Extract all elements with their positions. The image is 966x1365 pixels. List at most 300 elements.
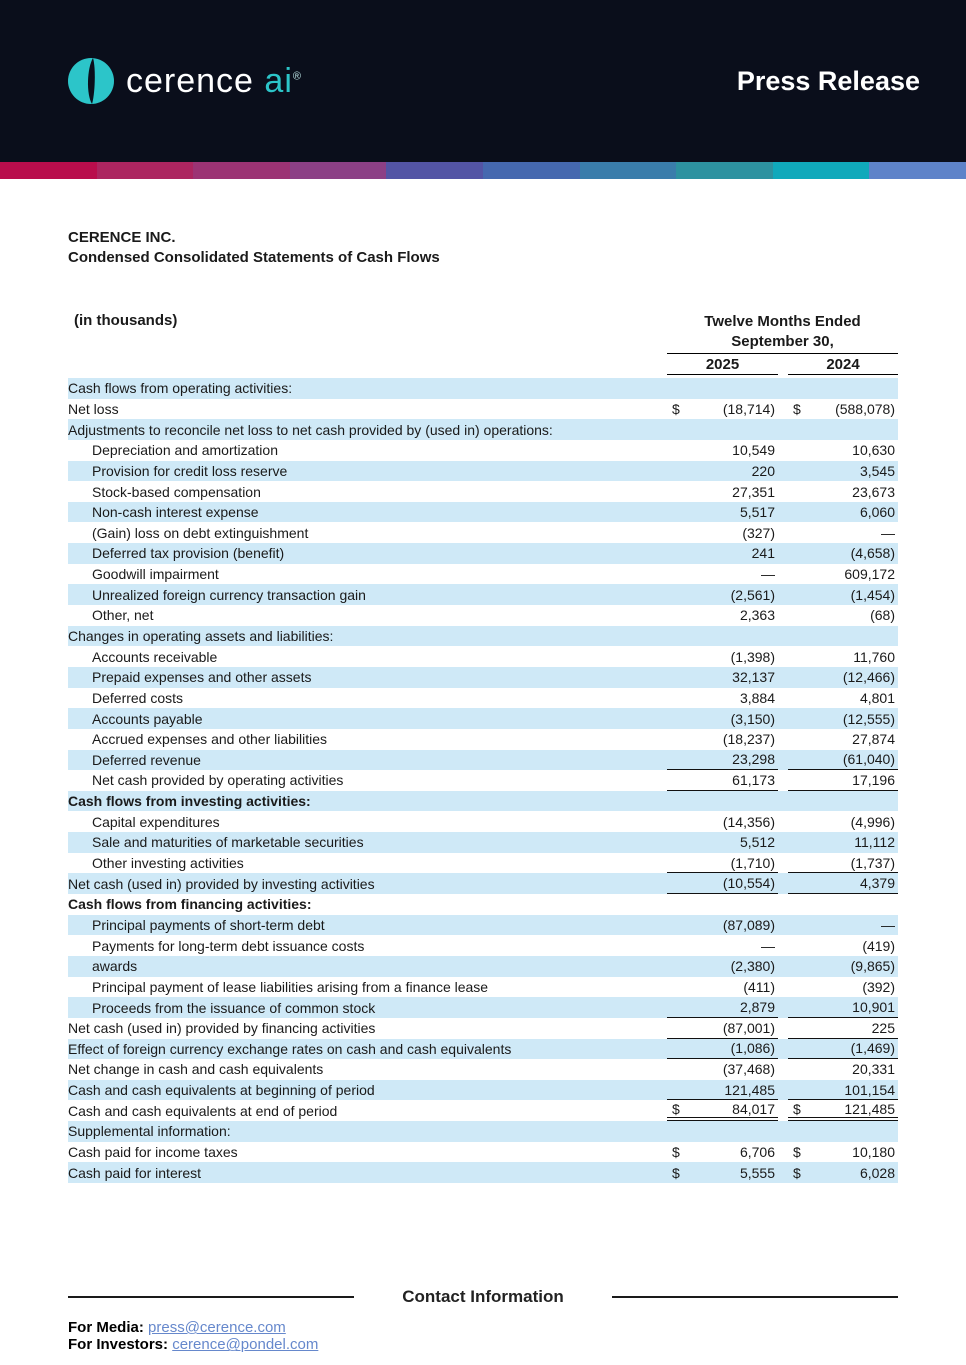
year-2025-header: 2025 [667,355,778,375]
cerence-logo-icon [68,58,114,104]
row-label: Net change in cash and cash equivalents [68,1061,324,1078]
row-label: Cash and cash equivalents at beginning of period [68,1082,375,1099]
currency-symbol: $ [672,1100,680,1117]
value-2025-cell [667,915,778,936]
column-gap [778,502,788,523]
value-2024: 20,331 [852,1061,895,1078]
value-2024-cell [788,832,898,853]
contact-divider [68,1287,898,1307]
value-2025-cell [667,1018,778,1039]
value-2025-cell [667,522,778,543]
column-gap [778,997,788,1018]
row-label: Payments for long-term debt issuance costs [92,937,365,954]
value-2024: (4,658) [850,545,895,562]
row-label: Supplemental information: [68,1123,231,1140]
table-row [68,502,898,523]
logo-ai: ai [264,61,293,100]
currency-symbol: $ [793,1144,801,1161]
row-label: Goodwill impairment [92,566,219,583]
column-gap [778,811,788,832]
column-gap [778,667,788,688]
currency-symbol: $ [793,1100,801,1117]
value-2024-cell [788,853,898,874]
value-2024: 10,901 [852,999,895,1016]
value-2025: — [761,566,775,583]
value-2025-cell [667,873,778,894]
value-2025: 241 [751,545,775,562]
value-2024: 11,760 [853,648,895,665]
value-2025: (14,356) [722,813,775,830]
column-gap [778,584,788,605]
value-2024-cell [788,791,898,812]
value-2024-cell [788,481,898,502]
value-2025: (37,468) [722,1061,775,1078]
value-2025-cell [667,440,778,461]
value-2025: (18,237) [722,731,775,748]
value-2025: 27,351 [732,483,775,500]
table-row [68,564,898,585]
row-label: Net cash (used in) provided by investing activities [68,875,375,892]
value-2024-cell [788,956,898,977]
column-gap [778,543,788,564]
value-2025-cell [667,481,778,502]
value-2024-cell [788,1059,898,1080]
value-2025: 84,017 [732,1100,775,1117]
row-label: Adjustments to reconcile net loss to net cash provided by (used in) operations: [68,421,553,438]
table-header [68,312,898,375]
value-2024: (1,454) [850,586,895,603]
value-2024-cell [788,667,898,688]
table-row [68,419,898,440]
value-2025: 220 [751,462,775,479]
value-2024-cell [788,894,898,915]
value-2024: (61,040) [842,751,895,768]
row-label: (Gain) loss on debt extinguishment [92,524,309,541]
column-gap [778,1080,788,1101]
value-2024: 101,154 [844,1081,895,1098]
value-2025: 5,555 [739,1164,775,1181]
row-label: Stock-based compensation [92,483,261,500]
column-gap [778,688,788,709]
value-2024: — [881,524,895,541]
table-row [68,461,898,482]
column-gap [778,770,788,791]
value-2024: 225 [871,1019,895,1036]
table-row [68,626,898,647]
table-row [68,605,898,626]
year-2024-header: 2024 [788,355,898,375]
table-row [68,1162,898,1183]
row-label: Cash and cash equivalents at end of period [68,1102,338,1119]
column-gap [778,646,788,667]
value-2024: 4,801 [859,689,895,706]
column-gap [778,1142,788,1163]
row-label: Deferred tax provision (benefit) [92,545,285,562]
value-2024: 23,673 [852,483,895,500]
value-2024: (419) [862,937,895,954]
column-gap [778,440,788,461]
value-2024: 11,112 [854,834,895,851]
table-row [68,1142,898,1163]
value-2025-cell [667,626,778,647]
stripe-segment [773,162,870,179]
row-label: Accrued expenses and other liabilities [92,731,328,748]
table-row [68,729,898,750]
table-row [68,1121,898,1142]
row-label: Deferred revenue [92,751,201,768]
value-2025-cell [667,977,778,998]
table-row [68,440,898,461]
column-gap [778,564,788,585]
value-2025: (87,001) [722,1019,775,1036]
row-label: Cash paid for income taxes [68,1144,238,1161]
table-row [68,543,898,564]
value-2025: 2,363 [739,607,775,624]
table-row [68,584,898,605]
table-row [68,956,898,977]
value-2024: 609,172 [844,566,895,583]
row-label: Deferred costs [92,689,184,706]
table-row [68,399,898,420]
value-2025-cell [667,584,778,605]
value-2025: (18,714) [722,400,775,417]
stripe-segment [869,162,966,179]
currency-symbol: $ [672,400,680,417]
value-2024-cell [788,1162,898,1183]
value-2024: 6,028 [859,1164,895,1181]
value-2025: (1,710) [730,854,775,871]
value-2024-cell [788,1142,898,1163]
value-2025: (87,089) [722,916,775,933]
divider-line-right [612,1296,898,1298]
table-row [68,915,898,936]
row-label: Principal payment of lease liabilities arising from a finance lease [92,978,489,995]
value-2025-cell [667,708,778,729]
value-2025-cell [667,1162,778,1183]
stripe-segment [676,162,773,179]
value-2025-cell [667,502,778,523]
year-columns [667,355,898,375]
value-2024-cell [788,873,898,894]
value-2024: 121,485 [844,1100,895,1117]
value-2024: (4,996) [850,813,895,830]
column-gap [778,894,788,915]
media-label: For Media: [68,1318,144,1336]
table-row [68,935,898,956]
value-2025: 121,485 [724,1081,775,1098]
column-gap [778,729,788,750]
value-2024-cell [788,708,898,729]
value-2025-cell [667,1121,778,1142]
column-gap [778,605,788,626]
row-label: Cash paid for interest [68,1164,202,1181]
table-row [68,832,898,853]
value-2025-cell [667,1080,778,1101]
value-2025: 23,298 [732,751,775,768]
table-row [68,1059,898,1080]
table-row [68,481,898,502]
value-2024-cell [788,378,898,399]
value-2025-cell [667,399,778,420]
value-2025-cell [667,543,778,564]
value-2024-cell [788,935,898,956]
column-gap [778,791,788,812]
value-2025-cell [667,853,778,874]
value-2024-cell [788,997,898,1018]
row-label: Cash flows from operating activities: [68,380,293,397]
value-2025: (2,561) [730,586,775,603]
value-2024: 17,196 [852,771,895,788]
period-line1: Twelve Months Ended [704,313,861,330]
value-2024-cell [788,770,898,791]
table-row [68,997,898,1018]
row-label: Changes in operating assets and liabilities: [68,628,334,644]
column-gap [778,419,788,440]
column-gap [778,708,788,729]
registered-mark: ® [292,70,302,83]
value-2025: (2,380) [730,958,775,975]
value-2024-cell [788,688,898,709]
value-2025-cell [667,1142,778,1163]
value-2025: 5,512 [739,834,775,851]
value-2024: 4,379 [859,875,895,892]
row-label: Capital expenditures [92,813,220,830]
column-gap [778,378,788,399]
value-2025-cell [667,832,778,853]
column-gap [778,461,788,482]
period-header [667,312,898,375]
value-2025-cell [667,956,778,977]
table-row [68,770,898,791]
value-2024: (12,555) [842,710,895,727]
column-gap [778,915,788,936]
media-email-link[interactable]: press@cerence.com [148,1318,286,1336]
column-gap [778,1018,788,1039]
value-2024: (1,469) [850,1040,895,1057]
units-label: (in thousands) [74,312,178,329]
table-row [68,894,898,915]
document-body [0,179,966,1354]
contact-details [68,1319,898,1354]
value-2025: 5,517 [739,504,775,521]
value-2025-cell [667,688,778,709]
row-label: Other, net [92,607,154,624]
value-2024-cell [788,543,898,564]
value-2025: 32,137 [732,669,775,686]
currency-symbol: $ [672,1144,680,1161]
value-2025-cell [667,461,778,482]
table-row [68,1080,898,1101]
column-gap [778,1121,788,1142]
table-row [68,873,898,894]
company-name: CERENCE INC. [68,229,176,246]
value-2024: 10,180 [852,1144,895,1161]
row-label: Principal payments of short-term debt [92,916,325,933]
banner-title: Press Release [736,65,920,96]
stripe-segment [193,162,290,179]
column-gap [778,853,788,874]
currency-symbol: $ [793,400,801,417]
table-row [68,522,898,543]
value-2024-cell [788,440,898,461]
column-gap [778,1039,788,1060]
table-row [68,853,898,874]
value-2024: (12,466) [842,669,895,686]
column-gap [778,935,788,956]
statement-title: Condensed Consolidated Statements of Cash Flows [68,249,440,266]
table-row [68,791,898,812]
value-2024-cell [788,626,898,647]
value-2025: (1,398) [730,648,775,665]
value-2025: (327) [742,524,775,541]
currency-symbol: $ [793,1164,801,1181]
table-row [68,1039,898,1060]
value-2025-cell [667,564,778,585]
value-2024: (392) [862,978,895,995]
value-2024-cell [788,522,898,543]
value-2024-cell [788,977,898,998]
value-2024-cell [788,419,898,440]
value-2024-cell [788,564,898,585]
currency-symbol: $ [672,1164,680,1181]
value-2024-cell [788,646,898,667]
row-label: Prepaid expenses and other assets [92,669,312,686]
value-2024-cell [788,1100,898,1121]
column-gap [778,873,788,894]
row-label: Accounts payable [92,710,203,727]
column-gap [778,481,788,502]
value-2024: (9,865) [850,958,895,975]
value-2025-cell [667,378,778,399]
row-label: Accounts receivable [92,648,218,665]
investors-contact-row [68,1336,898,1354]
value-2025-cell [667,770,778,791]
value-2025-cell [667,419,778,440]
logo-wordmark [126,62,302,101]
stripe-segment [97,162,194,179]
column-gap [778,1100,788,1121]
value-2024-cell [788,750,898,771]
table-row [68,1018,898,1039]
row-label: Net cash provided by operating activities [92,772,344,789]
stripe-segment [580,162,677,179]
column-gap [778,1059,788,1080]
column-gap [778,977,788,998]
row-label: Depreciation and amortization [92,442,278,459]
row-label: Other investing activities [92,855,244,872]
table-row [68,977,898,998]
value-2025: 6,706 [739,1144,775,1161]
row-label: Cash flows from financing activities: [68,896,312,913]
gradient-stripe [0,162,966,179]
table-row [68,688,898,709]
value-2024: — [881,916,895,933]
row-label: Cash flows from investing activities: [68,793,311,810]
table-row [68,708,898,729]
row-label: Effect of foreign currency exchange rates on cash and cash equivalents [68,1040,512,1057]
value-2025: 10,549 [732,442,775,459]
table-row [68,750,898,771]
column-gap [778,399,788,420]
value-2024: 6,060 [859,504,895,521]
row-label: Net loss [68,400,119,417]
value-2024-cell [788,1018,898,1039]
value-2024-cell [788,1121,898,1142]
value-2025-cell [667,729,778,750]
value-2025-cell [667,894,778,915]
value-2025-cell [667,811,778,832]
value-2024-cell [788,502,898,523]
column-gap [778,750,788,771]
contact-title: Contact Information [402,1286,564,1306]
stripe-segment [386,162,483,179]
table-row [68,811,898,832]
row-label: Proceeds from the issuance of common stock [92,999,376,1016]
stripe-segment [483,162,580,179]
value-2024-cell [788,915,898,936]
table-row [68,646,898,667]
value-2024-cell [788,811,898,832]
column-gap [778,832,788,853]
value-2024-cell [788,729,898,750]
value-2025-cell [667,1100,778,1121]
value-2024-cell [788,1080,898,1101]
value-2025: 61,173 [732,771,775,788]
logo-brand: cerence [126,61,254,100]
value-2025: — [761,937,775,954]
value-2025-cell [667,997,778,1018]
value-2025-cell [667,791,778,812]
value-2025: (1,086) [730,1040,775,1057]
row-label: Net cash (used in) provided by financing activities [68,1020,376,1037]
value-2025-cell [667,646,778,667]
value-2024: 27,874 [852,731,895,748]
value-2025: 2,879 [739,999,775,1016]
value-2025: (3,150) [730,710,775,727]
year-gap [778,355,788,375]
stripe-segment [0,162,97,179]
value-2025: 3,884 [739,689,775,706]
value-2024-cell [788,1039,898,1060]
value-2024: (588,078) [835,400,895,417]
value-2025-cell [667,935,778,956]
value-2025: (10,554) [722,875,775,892]
value-2025-cell [667,1039,778,1060]
table-row [68,1100,898,1121]
value-2024-cell [788,399,898,420]
row-label: awards [92,958,138,975]
investors-label: For Investors: [68,1336,169,1354]
row-label: Provision for credit loss reserve [92,462,288,479]
divider-line-left [68,1296,354,1298]
value-2025-cell [667,667,778,688]
value-2024: 3,545 [859,462,895,479]
footer [68,1287,898,1354]
investors-email-link[interactable]: cerence@pondel.com [172,1336,319,1354]
column-gap [778,522,788,543]
column-gap [778,626,788,647]
cerence-logo [68,58,302,104]
stripe-segment [290,162,387,179]
value-2024: (1,737) [850,854,895,871]
value-2025-cell [667,605,778,626]
period-line2: September 30, [667,332,898,354]
table-row [68,667,898,688]
media-contact-row [68,1319,898,1337]
column-gap [778,1162,788,1183]
value-2024: 10,630 [852,442,895,459]
column-gap [778,956,788,977]
